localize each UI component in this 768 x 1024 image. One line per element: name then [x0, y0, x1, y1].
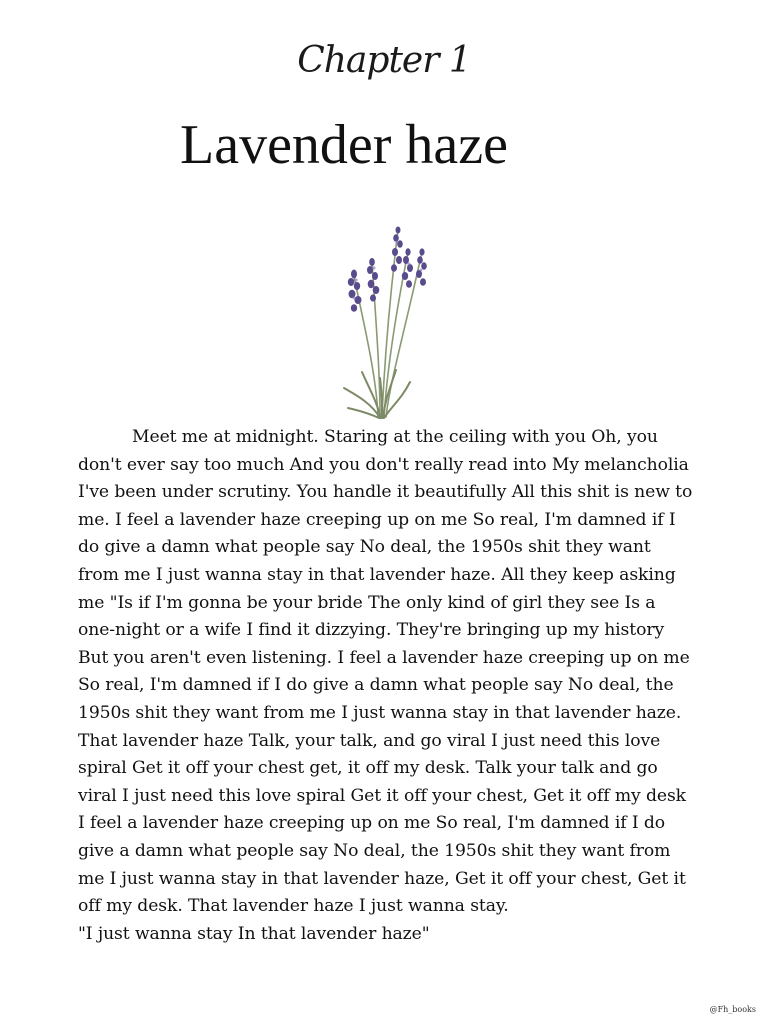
author-watermark: @Fh_books [709, 1005, 756, 1014]
lyrics-paragraph: Meet me at midnight. Staring at the ceiling with you Oh, you don't ever say too much And you don't really read into My melancholia I've been under scrutiny. You handle it beautifully All this shit is new to me. I feel a lavender haze creeping up on me So real, I'm damned if I do give a damn what people say No deal, the 1950s shit they want from me I just wanna stay in that lavender haze. All they keep asking me "Is if I'm gonna be your bride The only kind of girl they see Is a one-night or a wife I find it dizzying. They're bringing up my history But you aren't even listening. I feel a lavender haze creeping up on me So real, I'm damned if I do give a damn what people say No deal, the 1950s shit they want from me I just wanna stay in that lavender haze. That lavender haze Talk, your talk, and go viral I just need this love spiral Get it off your chest get, it off my desk. Talk your talk and go viral I just need this love spiral Get it off your chest, Get it off my desk I feel a lavender haze creeping up on me So real, I'm damned if I do give a damn what people say No deal, the 1950s shit they want from me I just wanna stay in that lavender haze, Get it off your chest, Get it off my desk. That lavender haze I just wanna stay. [78, 427, 693, 917]
lyrics-body [78, 424, 694, 948]
lavender-sprig-icon [330, 222, 440, 422]
lyrics-closing-line: "I just wanna stay In that lavender haze" [78, 923, 430, 944]
chapter-title: Lavender haze [180, 114, 508, 176]
chapter-label: Chapter 1 [297, 40, 471, 81]
